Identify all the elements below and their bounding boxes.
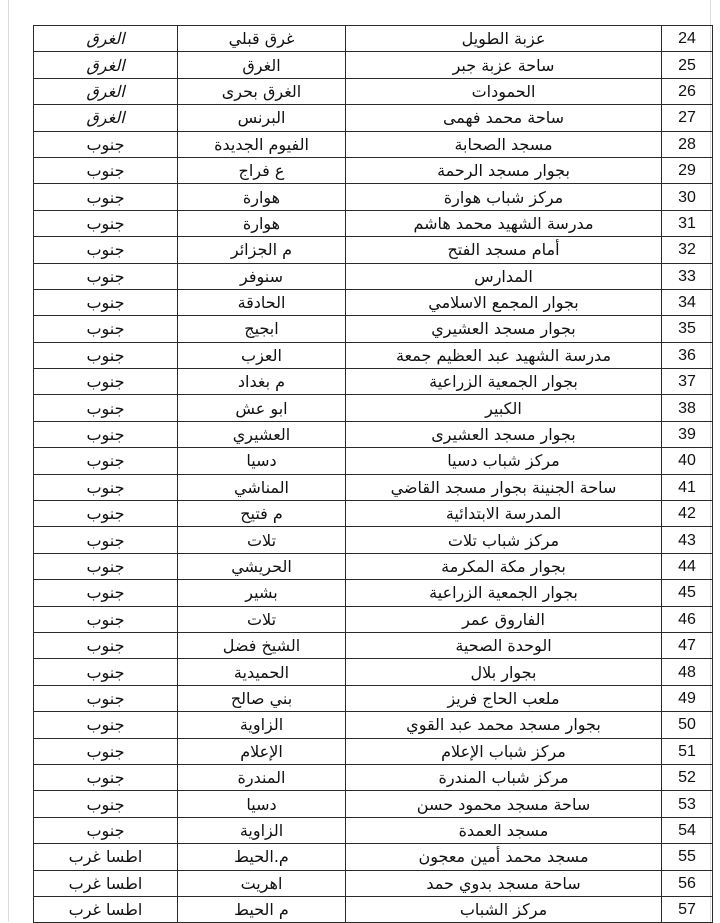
village-cell: هوارة xyxy=(178,184,346,210)
page-edge-left xyxy=(8,0,9,922)
place-cell: عزبة الطويل xyxy=(346,26,662,52)
village-cell: العزب xyxy=(178,342,346,368)
place-cell: بجوار بلال xyxy=(346,659,662,685)
table-body xyxy=(34,26,713,923)
village-cell: هوارة xyxy=(178,210,346,236)
region-cell: جنوب xyxy=(34,316,178,342)
village-cell: الحريشي xyxy=(178,553,346,579)
place-cell: الكبير xyxy=(346,395,662,421)
table-row xyxy=(34,791,713,817)
region-cell: جنوب xyxy=(34,580,178,606)
village-cell: المندرة xyxy=(178,764,346,790)
row-number-cell: 55 xyxy=(662,844,713,870)
village-cell: تلات xyxy=(178,527,346,553)
row-number-cell: 50 xyxy=(662,712,713,738)
place-cell: ساحة عزبة جبر xyxy=(346,52,662,78)
table-row xyxy=(34,131,713,157)
place-cell: بجوار مسجد العشيري xyxy=(346,316,662,342)
row-number-cell: 45 xyxy=(662,580,713,606)
row-number-cell: 57 xyxy=(662,896,713,922)
region-cell: جنوب xyxy=(34,474,178,500)
row-number-cell: 51 xyxy=(662,738,713,764)
village-cell: م بغداد xyxy=(178,369,346,395)
row-number-cell: 38 xyxy=(662,395,713,421)
region-cell: جنوب xyxy=(34,157,178,183)
village-cell: اهريت xyxy=(178,870,346,896)
region-cell: جنوب xyxy=(34,527,178,553)
table-row xyxy=(34,237,713,263)
table-row xyxy=(34,685,713,711)
village-cell: المناشي xyxy=(178,474,346,500)
place-cell: المدرسة الابتدائية xyxy=(346,501,662,527)
row-number-cell: 30 xyxy=(662,184,713,210)
place-cell: بجوار مكة المكرمة xyxy=(346,553,662,579)
place-cell: مركز شباب تلات xyxy=(346,527,662,553)
village-cell: الشيخ فضل xyxy=(178,632,346,658)
village-cell: م.الحيط xyxy=(178,844,346,870)
table-row xyxy=(34,78,713,104)
place-cell: المدارس xyxy=(346,263,662,289)
place-cell: ساحة مسجد بدوي حمد xyxy=(346,870,662,896)
region-cell: جنوب xyxy=(34,606,178,632)
village-cell: بشير xyxy=(178,580,346,606)
village-cell: ابو عش xyxy=(178,395,346,421)
table-row xyxy=(34,553,713,579)
region-cell: الغرق xyxy=(34,105,178,131)
row-number-cell: 41 xyxy=(662,474,713,500)
region-cell: جنوب xyxy=(34,685,178,711)
village-cell: م فتيح xyxy=(178,501,346,527)
village-cell: الزاوية xyxy=(178,817,346,843)
region-cell: جنوب xyxy=(34,184,178,210)
row-number-cell: 24 xyxy=(662,26,713,52)
region-cell: اطسا غرب xyxy=(34,844,178,870)
region-cell: جنوب xyxy=(34,817,178,843)
row-number-cell: 27 xyxy=(662,105,713,131)
village-cell: الإعلام xyxy=(178,738,346,764)
village-cell: الفيوم الجديدة xyxy=(178,131,346,157)
table-row xyxy=(34,659,713,685)
place-cell: مسجد محمد أمين معجون xyxy=(346,844,662,870)
table-row xyxy=(34,421,713,447)
region-cell: اطسا غرب xyxy=(34,870,178,896)
place-cell: مدرسة الشهيد عبد العظيم جمعة xyxy=(346,342,662,368)
village-cell: الزاوية xyxy=(178,712,346,738)
region-cell: جنوب xyxy=(34,395,178,421)
table-row xyxy=(34,342,713,368)
table-row xyxy=(34,844,713,870)
region-cell: جنوب xyxy=(34,791,178,817)
place-cell: بجوار الجمعية الزراعية xyxy=(346,580,662,606)
village-cell: البرنس xyxy=(178,105,346,131)
table-row xyxy=(34,501,713,527)
region-cell: جنوب xyxy=(34,501,178,527)
table-row xyxy=(34,712,713,738)
row-number-cell: 25 xyxy=(662,52,713,78)
region-cell: اطسا غرب xyxy=(34,896,178,922)
table-row xyxy=(34,316,713,342)
place-cell: الفاروق عمر xyxy=(346,606,662,632)
village-cell: دسيا xyxy=(178,448,346,474)
village-cell: الحادقة xyxy=(178,289,346,315)
region-cell: جنوب xyxy=(34,289,178,315)
region-cell: جنوب xyxy=(34,553,178,579)
place-cell: ساحة الجنينة بجوار مسجد القاضي xyxy=(346,474,662,500)
table-row xyxy=(34,105,713,131)
row-number-cell: 26 xyxy=(662,78,713,104)
row-number-cell: 29 xyxy=(662,157,713,183)
place-cell: الحمودات xyxy=(346,78,662,104)
village-cell: م الحيط xyxy=(178,896,346,922)
village-cell: الحميدية xyxy=(178,659,346,685)
place-cell: مدرسة الشهيد محمد هاشم xyxy=(346,210,662,236)
place-cell: الوحدة الصحية xyxy=(346,632,662,658)
row-number-cell: 43 xyxy=(662,527,713,553)
village-cell: غرق قبلي xyxy=(178,26,346,52)
place-cell: ساحة مسجد محمود حسن xyxy=(346,791,662,817)
table-row xyxy=(34,896,713,922)
place-cell: أمام مسجد الفتح xyxy=(346,237,662,263)
village-cell: الغرق بحرى xyxy=(178,78,346,104)
village-cell: سنوفر xyxy=(178,263,346,289)
table-row xyxy=(34,817,713,843)
table-row xyxy=(34,870,713,896)
region-cell: الغرق xyxy=(34,78,178,104)
village-cell: دسيا xyxy=(178,791,346,817)
place-cell: مركز شباب الإعلام xyxy=(346,738,662,764)
region-cell: جنوب xyxy=(34,659,178,685)
row-number-cell: 56 xyxy=(662,870,713,896)
village-cell: م الجزائر xyxy=(178,237,346,263)
region-cell: جنوب xyxy=(34,210,178,236)
region-cell: جنوب xyxy=(34,764,178,790)
row-number-cell: 35 xyxy=(662,316,713,342)
row-number-cell: 53 xyxy=(662,791,713,817)
row-number-cell: 28 xyxy=(662,131,713,157)
row-number-cell: 44 xyxy=(662,553,713,579)
row-number-cell: 31 xyxy=(662,210,713,236)
village-cell: بني صالح xyxy=(178,685,346,711)
row-number-cell: 33 xyxy=(662,263,713,289)
village-cell: ع فراج xyxy=(178,157,346,183)
row-number-cell: 37 xyxy=(662,369,713,395)
row-number-cell: 36 xyxy=(662,342,713,368)
region-cell: جنوب xyxy=(34,448,178,474)
region-cell: جنوب xyxy=(34,342,178,368)
place-cell: مركز الشباب xyxy=(346,896,662,922)
region-cell: الغرق xyxy=(34,26,178,52)
village-cell: تلات xyxy=(178,606,346,632)
locations-table xyxy=(33,25,713,923)
region-cell: جنوب xyxy=(34,263,178,289)
place-cell: مركز شباب المندرة xyxy=(346,764,662,790)
table-row xyxy=(34,738,713,764)
place-cell: بجوار المجمع الاسلامي xyxy=(346,289,662,315)
table-row xyxy=(34,369,713,395)
table-row xyxy=(34,26,713,52)
table-row xyxy=(34,157,713,183)
row-number-cell: 39 xyxy=(662,421,713,447)
region-cell: جنوب xyxy=(34,712,178,738)
place-cell: ملعب الحاج فريز xyxy=(346,685,662,711)
place-cell: بجوار مسجد العشيرى xyxy=(346,421,662,447)
table-row xyxy=(34,632,713,658)
row-number-cell: 40 xyxy=(662,448,713,474)
village-cell: ابجيج xyxy=(178,316,346,342)
place-cell: بجوار مسجد الرحمة xyxy=(346,157,662,183)
table-row xyxy=(34,289,713,315)
village-cell: العشيري xyxy=(178,421,346,447)
region-cell: جنوب xyxy=(34,369,178,395)
row-number-cell: 47 xyxy=(662,632,713,658)
place-cell: مسجد العمدة xyxy=(346,817,662,843)
region-cell: الغرق xyxy=(34,52,178,78)
table-row xyxy=(34,606,713,632)
place-cell: بجوار مسجد محمد عبد القوي xyxy=(346,712,662,738)
region-cell: جنوب xyxy=(34,738,178,764)
row-number-cell: 32 xyxy=(662,237,713,263)
row-number-cell: 46 xyxy=(662,606,713,632)
region-cell: جنوب xyxy=(34,632,178,658)
table-row xyxy=(34,448,713,474)
row-number-cell: 54 xyxy=(662,817,713,843)
row-number-cell: 52 xyxy=(662,764,713,790)
table-row xyxy=(34,184,713,210)
table-row xyxy=(34,527,713,553)
region-cell: جنوب xyxy=(34,131,178,157)
village-cell: الغرق xyxy=(178,52,346,78)
row-number-cell: 48 xyxy=(662,659,713,685)
table-row xyxy=(34,52,713,78)
table-row xyxy=(34,395,713,421)
row-number-cell: 34 xyxy=(662,289,713,315)
table-row xyxy=(34,210,713,236)
row-number-cell: 49 xyxy=(662,685,713,711)
place-cell: بجوار الجمعية الزراعية xyxy=(346,369,662,395)
table-row xyxy=(34,474,713,500)
place-cell: مركز شباب دسيا xyxy=(346,448,662,474)
region-cell: جنوب xyxy=(34,421,178,447)
place-cell: مسجد الصحابة xyxy=(346,131,662,157)
table-row xyxy=(34,764,713,790)
place-cell: ساحة محمد فهمى xyxy=(346,105,662,131)
table-row xyxy=(34,580,713,606)
row-number-cell: 42 xyxy=(662,501,713,527)
region-cell: جنوب xyxy=(34,237,178,263)
place-cell: مركز شباب هوارة xyxy=(346,184,662,210)
table-row xyxy=(34,263,713,289)
